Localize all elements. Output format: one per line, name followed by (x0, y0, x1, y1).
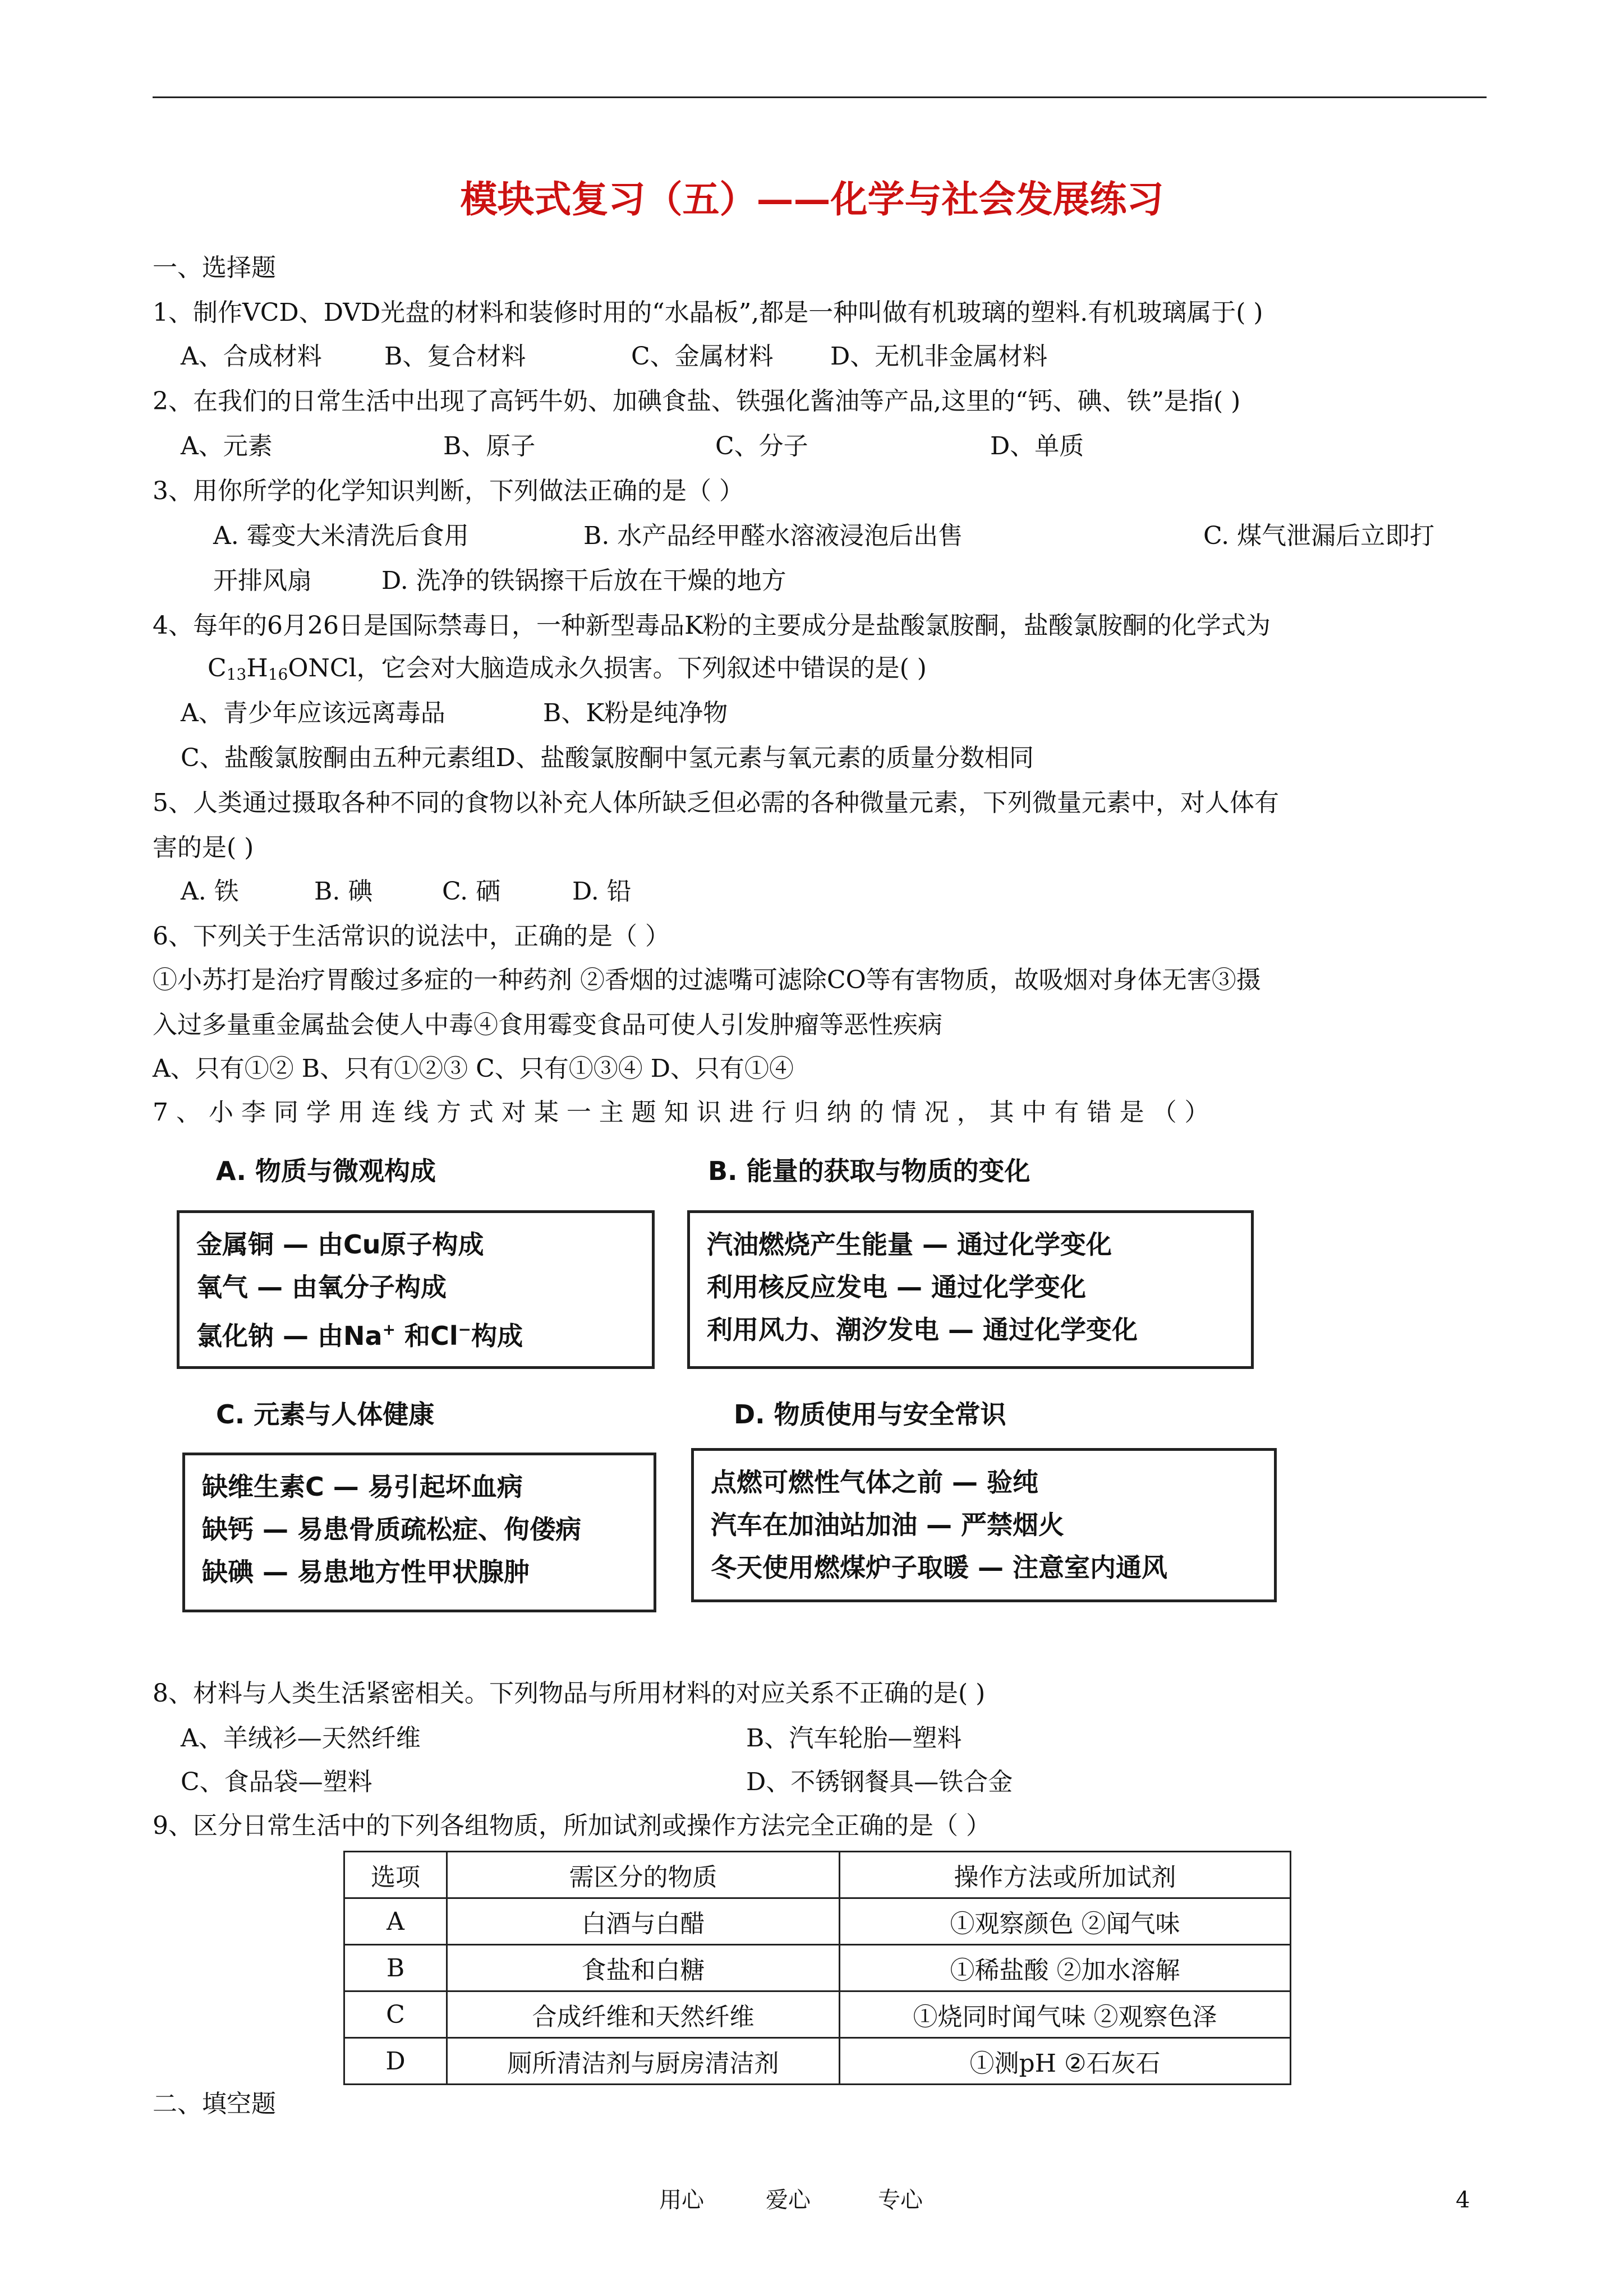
table-row (344, 1991, 1291, 2038)
footer-text: 爱心 (766, 2187, 811, 2213)
table-cell: ①测pH ②石灰石 (840, 2038, 1291, 2085)
q9-table (343, 1851, 1291, 2085)
box-a-heading: A. 物质与微观构成 (216, 1156, 436, 1186)
q8-option-d: D、不锈钢餐具—铁合金 (746, 1768, 1013, 1796)
box-a-line: 氧气 — 由氧分子构成 (196, 1272, 447, 1302)
footer-text: 专心 (878, 2187, 923, 2213)
q5-option-d: D. 铅 (572, 877, 632, 906)
q3-option-c-continued: 开排风扇 (213, 566, 312, 595)
table-cell: 食盐和白糖 (447, 1945, 840, 1991)
table-cell: ①烧同时闻气味 ②观察色泽 (840, 1991, 1291, 2038)
box-d-line: 冬天使用燃煤炉子取暖 — 注意室内通风 (711, 1552, 1168, 1583)
table-cell: 合成纤维和天然纤维 (447, 1991, 840, 2038)
section-heading: 一、选择题 (153, 253, 276, 282)
table-cell: A (344, 1898, 447, 1945)
box-a-line: 氯化钠 — 由Na+ 和Cl−构成 (196, 1320, 523, 1351)
question-5-stem: 5、人类通过摄取各种不同的食物以补充人体所缺乏但必需的各种微量元素，下列微量元素中，对人体有 (153, 789, 1279, 817)
q8-option-a: A、羊绒衫—天然纤维 (181, 1724, 421, 1753)
question-8-stem: 8、材料与人类生活紧密相关。下列物品与所用材料的对应关系不正确的是( ) (153, 1679, 986, 1708)
box-a (177, 1210, 655, 1369)
box-b-line: 汽油燃烧产生能量 — 通过化学变化 (707, 1229, 1112, 1260)
box-c-line: 缺维生素C — 易引起坏血病 (202, 1472, 523, 1502)
table-row (344, 2038, 1291, 2085)
table-row (344, 1898, 1291, 1945)
box-d-line: 汽车在加油站加油 — 严禁烟火 (711, 1510, 1065, 1540)
header-rule (153, 96, 1487, 98)
box-d (691, 1448, 1277, 1602)
question-1-stem: 1、制作VCD、DVD光盘的材料和装修时用的“水晶板”,都是一种叫做有机玻璃的塑料.有机玻璃属于( ) (153, 298, 1263, 327)
q5-option-b: B. 碘 (314, 877, 373, 906)
table-cell: 厕所清洁剂与厨房清洁剂 (447, 2038, 840, 2085)
table-cell: D (344, 2038, 447, 2085)
question-7-stem: 7 、 小 李 同 学 用 连 线 方 式 对 某 一 主 题 知 识 进 行 归 纳 的 情 况 ， 其 中 有 错 是 （ ） (153, 1098, 1209, 1127)
q3-option-b: B. 水产品经甲醛水溶液浸泡后出售 (583, 522, 963, 550)
q5-option-c: C. 硒 (442, 877, 501, 906)
box-d-heading: D. 物质使用与安全常识 (734, 1399, 1006, 1430)
box-c-heading: C. 元素与人体健康 (216, 1399, 435, 1430)
question-9-stem: 9、区分日常生活中的下列各组物质，所加试剂或操作方法完全正确的是（ ） (153, 1811, 991, 1840)
table-cell: 白酒与白醋 (447, 1898, 840, 1945)
q4-option-a: A、青少年应该远离毒品 (181, 699, 445, 727)
q1-option-a: A、合成材料 (181, 342, 322, 371)
box-c (182, 1453, 656, 1612)
box-c-line: 缺钙 — 易患骨质疏松症、佝偻病 (202, 1514, 582, 1545)
column-header: 需区分的物质 (447, 1852, 840, 1898)
q2-option-d: D、单质 (990, 432, 1084, 460)
question-3-stem: 3、用你所学的化学知识判断，下列做法正确的是（ ） (153, 477, 744, 505)
q3-option-a: A. 霉变大米清洗后食用 (213, 522, 469, 550)
column-header: 操作方法或所加试剂 (840, 1852, 1291, 1898)
box-b-line: 利用核反应发电 — 通过化学变化 (707, 1272, 1087, 1302)
box-d-line: 点燃可燃性气体之前 — 验纯 (711, 1467, 1039, 1497)
box-b-heading: B. 能量的获取与物质的变化 (708, 1156, 1030, 1186)
q8-option-c: C、食品袋—塑料 (181, 1768, 372, 1796)
question-5-stem-continued: 害的是( ) (153, 833, 254, 862)
q4-option-cd: C、盐酸氯胺酮由五种元素组D、盐酸氯胺酮中氢元素与氧元素的质量分数相同 (181, 744, 1034, 772)
q8-option-b: B、汽车轮胎—塑料 (746, 1724, 962, 1753)
table-cell: B (344, 1945, 447, 1991)
box-a-line: 金属铜 — 由Cu原子构成 (196, 1229, 484, 1260)
q1-option-b: B、复合材料 (384, 342, 526, 371)
box-c-line: 缺碘 — 易患地方性甲状腺肿 (202, 1557, 530, 1587)
q2-option-b: B、原子 (443, 432, 536, 460)
table-row (344, 1945, 1291, 1991)
q4-formula-line: $C_{13}H_{16}ONCl$，它会对大脑造成永久损害。下列叙述中错误的是( ) (208, 654, 927, 684)
box-b-line: 利用风力、潮汐发电 — 通过化学变化 (707, 1315, 1138, 1345)
q3-option-d: D. 洗净的铁锅擦干后放在干燥的地方 (381, 566, 786, 595)
page-title: 模块式复习（五）——化学与社会发展练习 (460, 177, 1164, 221)
box-b (687, 1210, 1254, 1369)
q1-option-c: C、金属材料 (631, 342, 774, 371)
q4-option-b: B、K粉是纯净物 (543, 699, 728, 727)
table-cell: ①稀盐酸 ②加水溶解 (840, 1945, 1291, 1991)
q6-statement-line-1: ①小苏打是治疗胃酸过多症的一种药剂 ②香烟的过滤嘴可滤除CO等有害物质，故吸烟对身体无害③摄 (153, 966, 1261, 994)
q6-statement-line-2: 入过多量重金属盐会使人中毒④食用霉变食品可使人引发肿瘤等恶性疾病 (153, 1011, 942, 1039)
question-4-stem: 4、每年的6月26日是国际禁毒日，一种新型毒品K粉的主要成分是盐酸氯胺酮，盐酸氯胺酮的化学式为 (153, 611, 1271, 640)
page-number: 4 (1456, 2187, 1470, 2213)
question-6-stem: 6、下列关于生活常识的说法中，正确的是（ ） (153, 922, 670, 951)
section-heading: 二、填空题 (153, 2090, 276, 2118)
q2-option-c: C、分子 (715, 432, 808, 460)
q1-option-d: D、无机非金属材料 (830, 342, 1048, 371)
q2-option-a: A、元素 (181, 432, 273, 460)
footer-text: 用心 (659, 2187, 704, 2213)
question-2-stem: 2、在我们的日常生活中出现了高钙牛奶、加碘食盐、铁强化酱油等产品,这里的“钙、碘、铁”是指( ) (153, 387, 1241, 416)
table-header-row (344, 1852, 1291, 1898)
q5-option-a: A. 铁 (181, 877, 239, 906)
q6-options: A、只有①② B、只有①②③ C、只有①③④ D、只有①④ (153, 1054, 794, 1083)
table-cell: ①观察颜色 ②闻气味 (840, 1898, 1291, 1945)
q3-option-c: C. 煤气泄漏后立即打 (1203, 522, 1435, 550)
column-header: 选项 (344, 1852, 447, 1898)
table-cell: C (344, 1991, 447, 2038)
